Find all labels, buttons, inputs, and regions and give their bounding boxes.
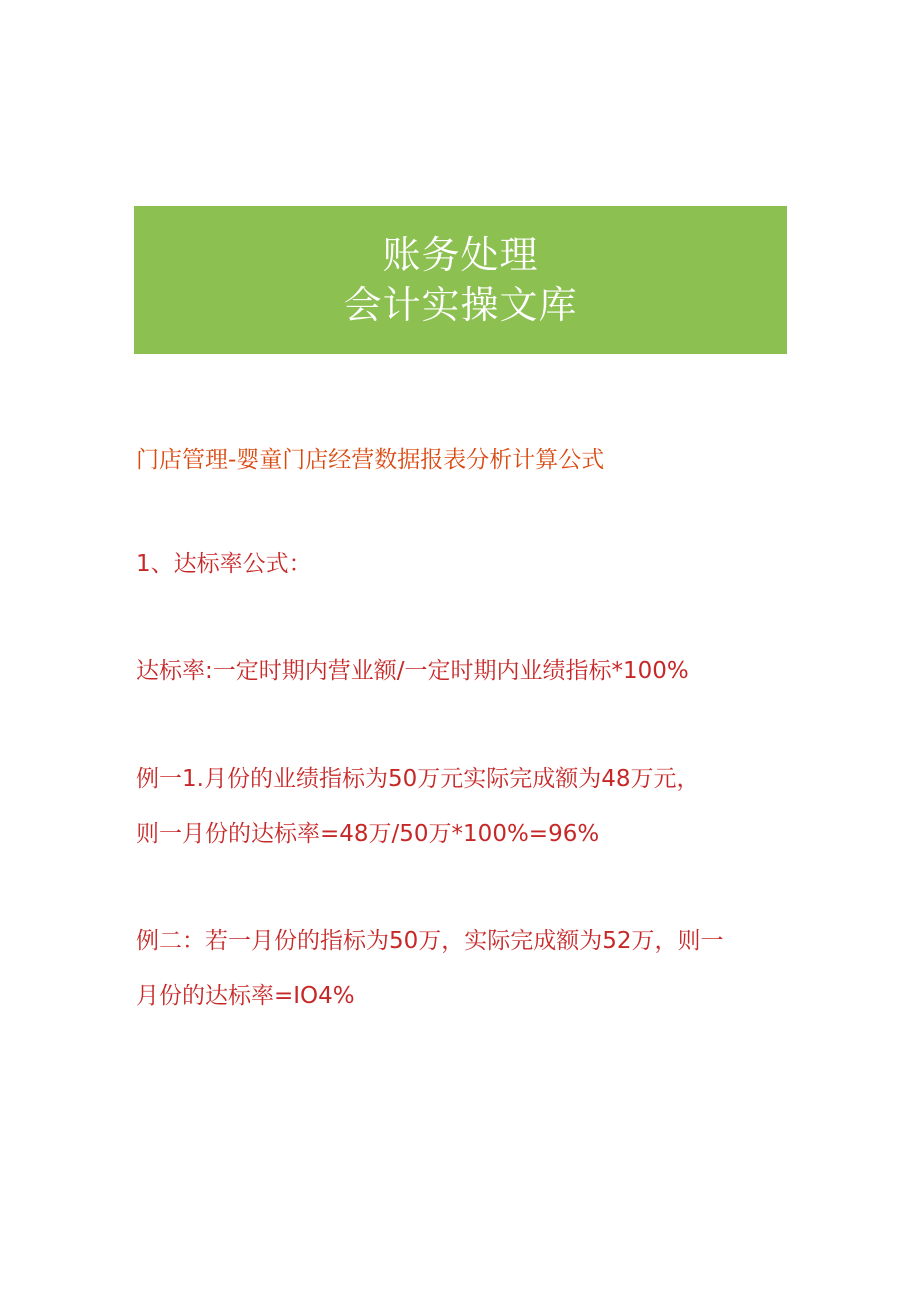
example-1-line-1: 例一1.月份的业绩指标为50万元实际完成额为48万元，: [136, 766, 700, 792]
banner-title-line-2: 会计实操文库: [343, 283, 578, 327]
formula-text: 达标率:一定时期内营业额/一定时期内业绩指标*100%: [136, 658, 689, 684]
banner-title-line-1: 账务处理: [382, 233, 539, 277]
example-2-line-1: 例二：若一月份的指标为50万，实际完成额为52万，则一: [136, 928, 724, 954]
example-1-line-2: 则一月份的达标率=48万/50万*100%=96%: [136, 821, 600, 847]
document-title: 门店管理-婴童门店经营数据报表分析计算公式: [136, 447, 605, 473]
example-2-line-2: 月份的达标率=IO4%: [136, 983, 355, 1009]
header-banner: [134, 206, 787, 354]
section-heading: 1、达标率公式：: [136, 551, 312, 577]
